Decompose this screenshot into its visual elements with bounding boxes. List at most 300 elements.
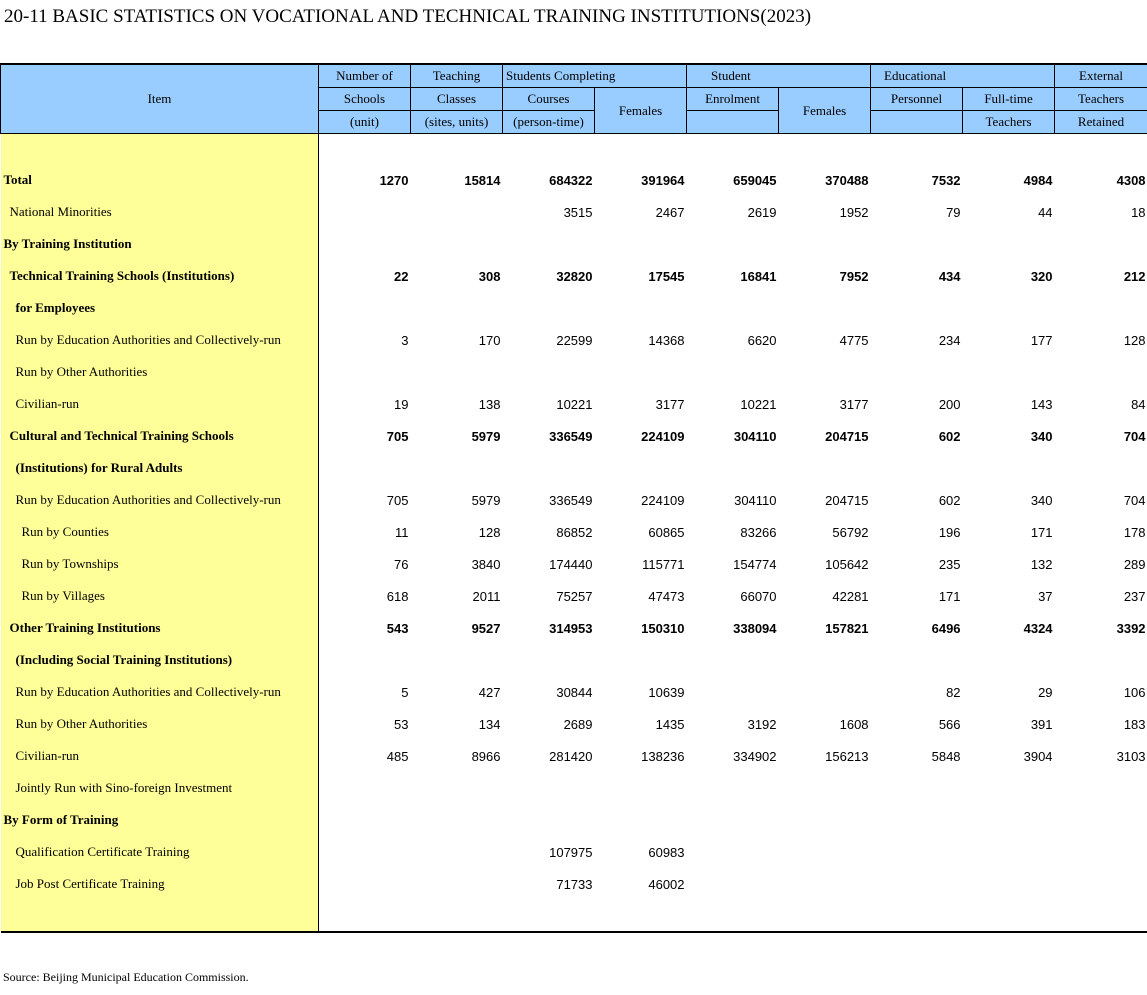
data-cell: 171 [1030,524,1053,540]
data-cell [411,228,503,260]
data-cell: 224109 [641,492,685,508]
data-cell [595,228,687,260]
statistics-table [0,63,1147,933]
table-row [1,388,1147,420]
data-cell [411,836,503,868]
data-cell [503,772,595,804]
spacer-cell [411,134,503,165]
data-cell [779,228,871,260]
data-cell: 684322 [549,172,593,188]
data-cell: 340 [1030,428,1053,444]
data-cell: 336549 [549,428,593,444]
spacer-cell [963,134,1055,165]
data-cell [687,292,779,324]
header-enrolment-line2: Enrolment [687,88,779,111]
data-cell: 705 [386,492,409,508]
data-cell: 75257 [556,588,593,604]
data-cell [871,804,963,836]
data-cell: 76 [394,556,409,572]
data-cell: 171 [938,588,961,604]
table-row [1,324,1147,356]
row-label: Run by Education Authorities and Collectively-run [1,324,319,356]
data-cell: 18 [1131,204,1146,220]
data-cell [595,292,687,324]
table-row [1,548,1147,580]
data-cell: 115771 [642,556,685,572]
row-label: (Institutions) for Rural Adults [1,452,319,484]
data-cell: 2011 [472,588,501,604]
header-completing-line2: Courses [503,88,595,111]
table-title: 20-11 BASIC STATISTICS ON VOCATIONAL AND TECHNICAL TRAINING INSTITUTIONS(2023) [4,6,812,27]
row-label: Other Training Institutions [1,612,319,644]
spacer-row [1,134,1147,165]
data-cell [411,868,503,900]
spacer-cell [1,134,319,165]
data-cell: 154774 [733,556,777,572]
table-row [1,740,1147,772]
table-body [1,134,1147,933]
header-classes-line2: Classes [411,88,503,111]
header-fulltime-line1: Full-time [963,88,1055,111]
table-row [1,580,1147,612]
data-cell: 235 [938,556,961,572]
data-cell [687,228,779,260]
data-cell: 128 [1123,332,1146,348]
data-cell: 86852 [556,524,593,540]
header-personnel-line3 [871,111,963,134]
data-cell: 3515 [563,204,593,220]
data-cell: 391 [1030,716,1053,732]
spacer-cell [595,900,687,932]
header-item: Item [1,64,319,134]
data-cell: 659045 [733,172,777,188]
data-cell: 30844 [556,684,593,700]
data-cell: 5979 [471,492,501,508]
data-cell: 6496 [931,620,961,636]
data-cell: 19 [394,396,409,412]
data-cell: 705 [386,428,409,444]
data-cell [595,804,687,836]
data-cell [595,452,687,484]
row-label: Total [1,164,319,196]
spacer-cell [411,900,503,932]
data-cell [319,228,411,260]
data-cell: 314953 [549,620,593,636]
spacer-cell [779,134,871,165]
table-row [1,612,1147,644]
data-cell [319,196,411,228]
data-cell: 5979 [471,428,501,444]
table-row [1,452,1147,484]
data-cell: 134 [478,716,501,732]
data-cell: 602 [938,492,961,508]
data-cell: 10221 [740,396,777,412]
data-cell [687,772,779,804]
statistics-table-container [0,63,1147,933]
data-cell: 1435 [655,716,685,732]
row-label: Job Post Certificate Training [1,868,319,900]
header-external-line2: Teachers [1055,88,1147,111]
spacer-cell [779,900,871,932]
row-label: Run by Counties [1,516,319,548]
row-label: Run by Other Authorities [1,708,319,740]
header-fulltime-line2: Teachers [963,111,1055,134]
data-cell: 11 [395,524,409,540]
data-cell [503,228,595,260]
data-cell [779,356,871,388]
data-cell [595,772,687,804]
data-cell [1055,804,1147,836]
data-cell: 4324 [1023,620,1053,636]
data-cell: 336549 [549,492,593,508]
data-cell [1055,228,1147,260]
data-cell: 204715 [825,428,869,444]
data-cell [687,836,779,868]
data-cell: 107975 [549,844,593,860]
data-cell: 14368 [648,332,685,348]
header-personnel-line2: Personnel [871,88,963,111]
table-row [1,772,1147,804]
data-cell [779,452,871,484]
row-label: Jointly Run with Sino-foreign Investment [1,772,319,804]
data-cell [319,292,411,324]
data-cell [871,868,963,900]
data-cell [779,804,871,836]
spacer-cell [687,134,779,165]
row-label: Technical Training Schools (Institutions) [1,260,319,292]
data-cell [963,868,1055,900]
data-cell: 602 [938,428,961,444]
data-cell [411,644,503,676]
data-cell [963,836,1055,868]
data-cell: 44 [1038,204,1053,220]
data-cell: 234 [938,332,961,348]
spacer-cell [503,134,595,165]
spacer-cell [963,900,1055,932]
data-cell: 485 [386,748,409,764]
data-cell [1055,836,1147,868]
header-external-line3: Retained [1055,111,1147,134]
data-cell: 200 [938,396,961,412]
header-schools-line1: Number of [319,64,411,88]
data-cell: 60983 [648,844,685,860]
data-cell [963,452,1055,484]
data-cell [963,292,1055,324]
data-cell: 132 [1030,556,1053,572]
table-row [1,868,1147,900]
data-cell: 566 [938,716,961,732]
table-row [1,676,1147,708]
row-label: By Form of Training [1,804,319,836]
data-cell [319,772,411,804]
data-cell: 1608 [839,716,869,732]
header-completing-line3: (person-time) [503,111,595,134]
data-cell [319,452,411,484]
data-cell [319,356,411,388]
data-cell: 281420 [549,748,593,764]
row-label: for Employees [1,292,319,324]
data-cell: 42281 [832,588,869,604]
data-cell: 10221 [556,396,593,412]
data-cell: 304110 [733,428,777,444]
header-classes-line1: Teaching [411,64,503,88]
spacer-cell [319,900,411,932]
data-cell: 157821 [825,620,869,636]
data-cell: 427 [478,684,501,700]
data-cell: 174440 [549,556,593,572]
row-label: Civilian-run [1,740,319,772]
data-cell: 105642 [825,556,869,572]
data-cell: 15814 [464,172,501,188]
data-cell: 6620 [747,332,777,348]
data-cell [687,868,779,900]
spacer-cell [687,900,779,932]
data-cell: 106 [1123,684,1146,700]
row-label: Qualification Certificate Training [1,836,319,868]
row-label: Run by Education Authorities and Collectively-run [1,484,319,516]
table-row [1,644,1147,676]
data-cell [411,356,503,388]
data-cell: 3840 [471,556,501,572]
data-cell [963,804,1055,836]
data-cell: 3103 [1116,748,1146,764]
table-row [1,356,1147,388]
table-row [1,516,1147,548]
header-schools-line2: Schools [319,88,411,111]
header-enrolment-line1: Student [687,64,871,88]
data-cell [687,356,779,388]
data-cell [1055,356,1147,388]
data-cell: 60865 [648,524,685,540]
data-cell: 340 [1030,492,1053,508]
data-cell [411,772,503,804]
header-schools-line3: (unit) [319,111,411,134]
header-external-line1: External [1055,64,1147,88]
data-cell [1055,868,1147,900]
data-cell [687,676,779,708]
data-cell: 183 [1123,716,1146,732]
data-cell [595,644,687,676]
data-cell [319,804,411,836]
data-cell: 3 [401,332,409,348]
data-cell: 156213 [825,748,869,764]
data-cell: 4775 [839,332,869,348]
table-row [1,260,1147,292]
data-cell: 170 [478,332,501,348]
data-cell: 3177 [839,396,869,412]
data-cell [687,804,779,836]
header-completing-females: Females [595,88,687,134]
spacer-cell [319,134,411,165]
data-cell [1055,452,1147,484]
data-cell: 7532 [931,172,961,188]
data-cell: 196 [938,524,961,540]
data-cell: 46002 [648,876,685,892]
data-cell: 434 [938,268,961,284]
spacer-cell [1055,134,1147,165]
spacer-cell [871,900,963,932]
data-cell [963,644,1055,676]
data-cell: 56792 [832,524,869,540]
data-cell: 84 [1131,396,1146,412]
data-cell [687,452,779,484]
data-cell: 9527 [471,620,501,636]
spacer-cell [595,134,687,165]
data-cell: 22 [394,268,409,284]
data-cell: 391964 [641,172,685,188]
spacer-cell [871,134,963,165]
data-cell: 32820 [556,268,593,284]
data-cell: 53 [394,716,409,732]
data-cell: 10639 [648,684,685,700]
table-row [1,804,1147,836]
data-cell: 334902 [733,748,777,764]
data-cell: 3177 [655,396,685,412]
data-cell [1055,292,1147,324]
data-cell: 79 [946,204,961,220]
data-cell: 543 [386,620,409,636]
data-cell [779,868,871,900]
data-cell: 3904 [1023,748,1053,764]
data-cell: 4984 [1023,172,1053,188]
data-cell [871,356,963,388]
data-cell [503,452,595,484]
table-row [1,292,1147,324]
data-cell [871,772,963,804]
table-row [1,708,1147,740]
data-cell: 3192 [747,716,777,732]
data-cell: 5 [401,684,409,700]
data-cell: 7952 [839,268,869,284]
data-cell: 618 [386,588,409,604]
data-cell: 138236 [641,748,685,764]
data-cell: 1270 [379,172,409,188]
spacer-cell [1,900,319,932]
data-cell [319,868,411,900]
data-cell: 704 [1123,428,1146,444]
data-cell [595,356,687,388]
data-cell [319,644,411,676]
data-cell [1055,644,1147,676]
data-cell: 128 [478,524,501,540]
data-cell: 17545 [648,268,685,284]
data-cell: 82 [946,684,961,700]
data-cell [503,644,595,676]
data-cell [1055,772,1147,804]
data-cell: 29 [1038,684,1053,700]
table-row [1,164,1147,196]
spacer-row [1,900,1147,932]
data-cell: 16841 [740,268,777,284]
data-cell: 308 [478,268,501,284]
data-cell: 304110 [734,492,777,508]
data-cell [871,836,963,868]
data-cell: 22599 [556,332,593,348]
data-cell: 224109 [641,428,685,444]
row-label: Cultural and Technical Training Schools [1,420,319,452]
row-label: Run by Education Authorities and Collectively-run [1,676,319,708]
data-cell [779,772,871,804]
data-cell: 212 [1123,268,1146,284]
data-cell: 47473 [648,588,685,604]
table-row [1,196,1147,228]
data-cell: 370488 [825,172,869,188]
data-cell: 237 [1123,588,1146,604]
data-cell: 2619 [747,204,777,220]
data-cell [871,452,963,484]
data-cell [503,356,595,388]
data-cell [871,228,963,260]
row-label: (Including Social Training Institutions) [1,644,319,676]
data-cell: 178 [1123,524,1146,540]
table-row [1,420,1147,452]
data-cell: 8966 [471,748,501,764]
data-cell: 2467 [655,204,685,220]
spacer-cell [1055,900,1147,932]
header-classes-line3: (sites, units) [411,111,503,134]
source-note: Source: Beijing Municipal Education Commission. [3,970,249,984]
data-cell: 4308 [1116,172,1146,188]
table-row [1,484,1147,516]
data-cell [411,804,503,836]
data-cell [963,356,1055,388]
data-cell [779,676,871,708]
data-cell [503,292,595,324]
row-label: Civilian-run [1,388,319,420]
data-cell [411,452,503,484]
data-cell [871,644,963,676]
header-enrolment-females: Females [779,88,871,134]
table-row [1,836,1147,868]
data-cell [503,804,595,836]
data-cell [871,292,963,324]
data-cell [411,196,503,228]
data-cell [411,292,503,324]
row-label: Run by Other Authorities [1,356,319,388]
data-cell: 3392 [1116,620,1146,636]
header-completing-line1: Students Completing [503,64,687,88]
data-cell: 5848 [931,748,961,764]
data-cell: 177 [1030,332,1053,348]
data-cell [687,644,779,676]
data-cell: 138 [478,396,501,412]
data-cell: 704 [1123,492,1146,508]
table-header [1,64,1147,134]
data-cell [963,772,1055,804]
data-cell: 37 [1038,588,1053,604]
data-cell [779,292,871,324]
header-enrolment-line3 [687,111,779,134]
data-cell: 143 [1030,396,1053,412]
data-cell: 289 [1123,556,1146,572]
row-label: National Minorities [1,196,319,228]
spacer-cell [503,900,595,932]
data-cell: 2689 [563,716,593,732]
data-cell [963,228,1055,260]
data-cell: 338094 [733,620,777,636]
table-row [1,228,1147,260]
data-cell [319,836,411,868]
header-personnel-line1: Educational [871,64,1055,88]
row-label: Run by Villages [1,580,319,612]
row-label: Run by Townships [1,548,319,580]
data-cell: 320 [1030,268,1053,284]
data-cell: 150310 [641,620,685,636]
data-cell: 83266 [740,524,777,540]
data-cell [779,644,871,676]
data-cell: 71733 [556,876,593,892]
data-cell: 204715 [825,492,869,508]
